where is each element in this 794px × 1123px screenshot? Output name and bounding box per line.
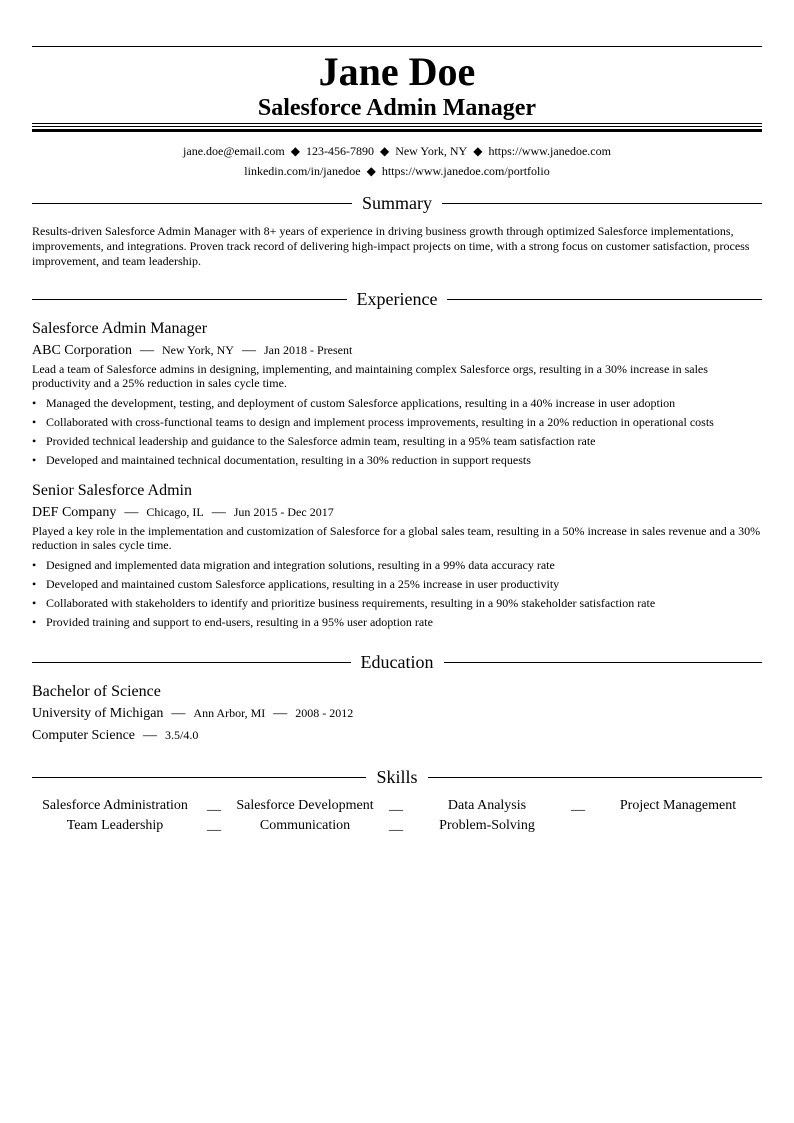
- job-description: Played a key role in the implementation and customization of Salesforce for a global sales team, resulting in a 50% increase in sales revenue and a 30% reduction in sales cycle time.: [32, 524, 761, 552]
- contact-location: New York, NY: [395, 144, 468, 158]
- section-title: Education: [360, 652, 434, 672]
- email-link[interactable]: jane.doe@email.com: [183, 144, 285, 158]
- resume-page: [32, 46, 762, 836]
- skill-item: Problem-Solving: [439, 818, 535, 833]
- job-entry: [32, 319, 762, 470]
- skill-separator: __: [389, 798, 403, 813]
- divider: [428, 777, 762, 778]
- job-dates: Jan 2018 - Present: [263, 343, 353, 357]
- list-item: [32, 432, 762, 451]
- dash-separator: —: [143, 728, 158, 743]
- divider: [32, 777, 366, 778]
- diamond-separator-icon: ◆: [379, 144, 390, 158]
- bullet-icon: •: [32, 558, 37, 572]
- summary-text: Results-driven Salesforce Admin Manager with 8+ years of experience in driving business growth through optimized Salesforce implementations, improvements, and integrations. Proven track record of delivering high-impact projects on time, with a strong focus on customer satisfaction, process improvement, and team leadership.: [32, 224, 750, 268]
- school-line: [32, 703, 762, 724]
- diamond-separator-icon: ◆: [290, 144, 300, 158]
- company-name: DEF Company: [32, 505, 117, 520]
- school-name: University of Michigan: [32, 706, 164, 721]
- header-rule-thick: [32, 129, 762, 132]
- list-item: [32, 556, 762, 575]
- job-title: Senior Salesforce Admin: [32, 482, 192, 499]
- job-meta: [32, 340, 762, 361]
- header-rule: [32, 123, 762, 124]
- bullet-text: Managed the development, testing, and deployment of custom Salesforce applications, resulting in a 40% increase in user adoption: [46, 396, 676, 410]
- bullet-icon: •: [32, 615, 37, 629]
- divider: [32, 662, 351, 663]
- education-section-heading: [32, 652, 762, 672]
- dash-separator: —: [211, 505, 226, 520]
- bullet-icon: •: [32, 453, 37, 467]
- job-description: Lead a team of Salesforce admins in designing, implementing, and maintaining complex Salesforce orgs, resulting in a 30% increase in sales productivity and a 25% reduction in sales cycle time.: [32, 362, 708, 390]
- skill-separator: __: [207, 818, 221, 833]
- diamond-separator-icon: ◆: [473, 144, 483, 158]
- bullet-text: Provided technical leadership and guidance to the Salesforce admin team, resulting in a 95% team satisfaction rate: [46, 434, 596, 448]
- top-rule: [32, 46, 762, 47]
- linkedin-link[interactable]: linkedin.com/in/janedoe: [244, 164, 361, 178]
- job-bullets: [32, 394, 762, 470]
- dash-separator: —: [139, 343, 154, 358]
- bullet-icon: •: [32, 434, 37, 448]
- field-line: [32, 725, 762, 746]
- skill-separator: __: [571, 798, 585, 813]
- divider: [442, 203, 762, 204]
- skill-item: Communication: [259, 818, 351, 833]
- list-item: [32, 394, 762, 413]
- skill-separator: __: [207, 798, 221, 813]
- bullet-text: Collaborated with stakeholders to identify and prioritize business requirements, resulting in a 90% stakeholder satisfaction rate: [46, 596, 656, 610]
- skill-item: Team Leadership: [66, 818, 164, 833]
- candidate-title: Salesforce Admin Manager: [257, 95, 537, 121]
- skill-item: Salesforce Development: [236, 798, 374, 813]
- skill-item: Data Analysis: [447, 798, 527, 813]
- portfolio-link[interactable]: https://www.janedoe.com/portfolio: [381, 164, 550, 178]
- bullet-icon: •: [32, 396, 37, 410]
- bullet-icon: •: [32, 577, 37, 591]
- list-item: [32, 451, 762, 470]
- summary-section-heading: [32, 193, 762, 213]
- skills-grid: [32, 796, 762, 836]
- contact-line-1: [32, 141, 762, 161]
- bullet-text: Designed and implemented data migration and integration solutions, resulting in a 99% data accuracy rate: [46, 558, 555, 572]
- job-entry: [32, 481, 762, 632]
- header-rule: [32, 126, 762, 127]
- job-title: Salesforce Admin Manager: [32, 320, 208, 337]
- section-title: Summary: [362, 193, 432, 213]
- section-title: Experience: [356, 289, 438, 309]
- dash-separator: —: [241, 343, 256, 358]
- field-of-study: Computer Science: [32, 728, 136, 743]
- contact-block: [32, 141, 762, 181]
- bullet-text: Developed and maintained technical documentation, resulting in a 30% reduction in support requests: [46, 453, 531, 467]
- list-item: [32, 413, 762, 432]
- job-location: Chicago, IL: [146, 505, 204, 519]
- diamond-separator-icon: ◆: [366, 164, 376, 178]
- dash-separator: —: [171, 706, 186, 721]
- gpa: 3.5/4.0: [165, 728, 199, 742]
- experience-section-heading: [32, 289, 762, 309]
- degree: Bachelor of Science: [32, 683, 161, 700]
- job-bullets: [32, 556, 762, 632]
- company-name: ABC Corporation: [32, 343, 132, 358]
- job-dates: Jun 2015 - Dec 2017: [233, 505, 334, 519]
- skill-item: Salesforce Administration: [42, 798, 188, 813]
- list-item: [32, 575, 762, 594]
- dash-separator: —: [124, 505, 139, 520]
- school-dates: 2008 - 2012: [295, 706, 354, 720]
- dash-separator: —: [273, 706, 288, 721]
- bullet-text: Developed and maintained custom Salesforce applications, resulting in a 25% increase in user productivity: [46, 577, 560, 591]
- divider: [444, 662, 763, 663]
- list-item: [32, 613, 762, 632]
- website-link[interactable]: https://www.janedoe.com: [488, 144, 611, 158]
- school-location: Ann Arbor, MI: [193, 706, 266, 720]
- section-title: Skills: [376, 767, 418, 787]
- bullet-icon: •: [32, 415, 37, 429]
- candidate-name: Jane Doe: [318, 49, 476, 94]
- job-location: New York, NY: [161, 343, 234, 357]
- skill-separator: __: [389, 818, 403, 833]
- divider: [32, 299, 347, 300]
- skill-item: Project Management: [619, 798, 737, 813]
- divider: [32, 203, 352, 204]
- job-meta: [32, 502, 762, 523]
- bullet-text: Provided training and support to end-users, resulting in a 95% user adoption rate: [46, 615, 433, 629]
- list-item: [32, 594, 762, 613]
- bullet-icon: •: [32, 596, 37, 610]
- divider: [447, 299, 762, 300]
- phone-number: 123-456-7890: [305, 144, 374, 158]
- skills-section-heading: [32, 767, 762, 787]
- bullet-text: Collaborated with cross-functional teams to design and implement process improvements, resulting in a 20% reduction in operational costs: [46, 415, 714, 429]
- contact-line-2: [32, 161, 762, 181]
